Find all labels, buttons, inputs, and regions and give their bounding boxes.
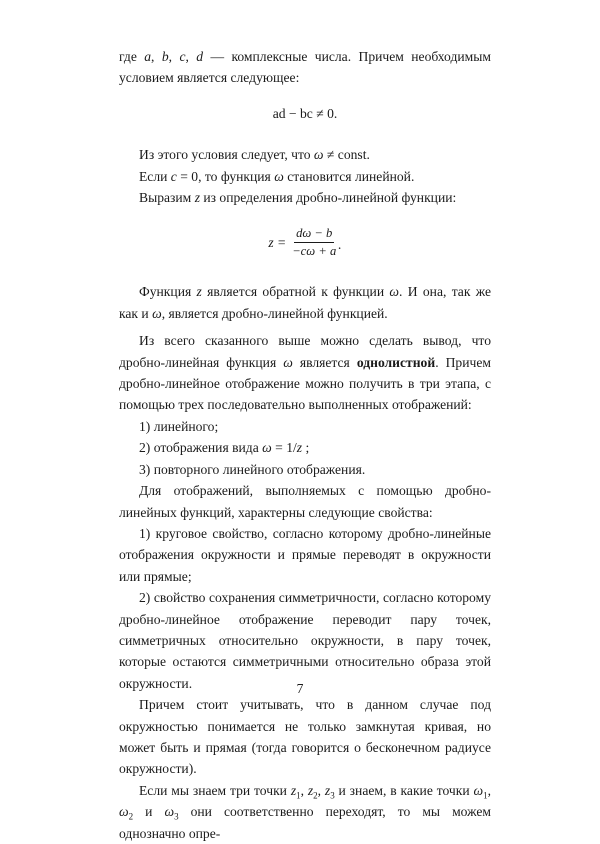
text: ≠ const. xyxy=(323,147,370,163)
var-z: z xyxy=(296,440,303,456)
formula-lhs: z = xyxy=(268,235,287,251)
subscript: 2 xyxy=(313,790,318,801)
text: и знаем, в какие точки xyxy=(334,782,474,798)
text: и xyxy=(133,804,165,820)
text: они соответственно переходят, то мы можем однозначно опре- xyxy=(119,804,491,841)
page-body xyxy=(119,46,491,844)
formula-condition: ad − bc ≠ 0. xyxy=(272,105,338,121)
text: — комплексные числа. Причем необходимым условием является следующее: xyxy=(119,49,491,86)
text: является xyxy=(292,354,357,370)
paragraph-inverse-function xyxy=(119,281,491,324)
var-z: z xyxy=(290,782,297,798)
formula-period: . xyxy=(338,237,342,253)
formula-inverse xyxy=(119,226,491,259)
text: , xyxy=(487,782,491,798)
paragraph-consequence xyxy=(119,144,491,165)
var-c: c xyxy=(170,168,177,184)
var-omega: ω xyxy=(262,440,272,456)
var-omega: ω xyxy=(283,354,293,370)
text: где xyxy=(119,49,145,64)
var-d: d xyxy=(196,49,204,64)
text: , xyxy=(300,782,308,798)
text: , xyxy=(151,49,162,64)
paragraph-linear-case xyxy=(119,166,491,187)
paragraph-intro xyxy=(119,46,491,89)
text: , xyxy=(317,782,325,798)
subscript: 3 xyxy=(330,790,335,801)
text: Если xyxy=(139,168,171,184)
fraction xyxy=(290,226,338,259)
text: становится линейной. xyxy=(283,168,415,184)
var-omega: ω xyxy=(389,284,400,300)
list-item: 3) повторного линейного отображения. xyxy=(139,461,366,477)
text: Из всего сказанного выше можно сделать вывод, что дробно-линейная функция xyxy=(119,333,491,370)
text: Из этого условия следует, что xyxy=(139,147,314,163)
var-c: c xyxy=(179,49,186,64)
var-omega: ω xyxy=(119,804,129,820)
paragraph-three-points xyxy=(119,780,491,844)
var-a: a xyxy=(144,49,152,64)
text: , xyxy=(168,49,180,64)
var-omega: ω xyxy=(152,305,162,321)
text: Функция xyxy=(139,284,197,300)
paragraph-properties: Для отображений, выполняемых с помощью дробно-линейных функций, характерны следующие свойства: xyxy=(119,483,491,520)
subscript: 1 xyxy=(296,790,301,801)
var-omega: ω xyxy=(473,782,484,798)
subscript: 3 xyxy=(174,811,179,822)
list-item: 2) свойство сохранения симметричности, согласно которому дробно-линейное отображение переводит пару точек, симметричных относительно окружности, в пару точек, которые остаются симметричными относительно образа этой окружности. xyxy=(119,590,491,691)
var-z: z xyxy=(307,782,314,798)
text: Выразим xyxy=(139,190,195,206)
text: 2) отображения вида xyxy=(139,440,263,456)
text: , xyxy=(185,49,197,64)
page-number: 7 xyxy=(296,681,304,696)
var-z: z xyxy=(196,284,202,300)
paragraph-univalent xyxy=(119,330,491,416)
var-b: b xyxy=(161,49,169,64)
text: . И она, так же как и xyxy=(119,284,491,321)
text: Если мы знаем три точки xyxy=(139,782,291,798)
paragraph-circle-note: Причем стоит учитывать, что в данном случае под окружностью понимается не только замкнутая кривая, но может быть и прямая (тогда говорится о бесконечном радиусе окружности). xyxy=(119,697,491,777)
subscript: 2 xyxy=(128,811,134,822)
text: , является дробно-линейной функцией. xyxy=(161,305,388,321)
list-item: 1) линейного; xyxy=(139,418,219,434)
fraction-numerator: dω − b xyxy=(294,226,334,243)
var-z: z xyxy=(194,190,200,206)
text: из определения дробно-линейной функции: xyxy=(199,190,457,206)
var-omega: ω xyxy=(164,804,175,820)
var-omega: ω xyxy=(313,147,324,163)
text: является обратной к функции xyxy=(201,284,390,300)
list-item: 1) круговое свойство, согласно которому дробно-линейные отображения окружности и прямые переводят в окружности или прямые; xyxy=(119,525,491,584)
text: = 0, то функция xyxy=(176,168,275,184)
var-z: z xyxy=(324,782,331,798)
bold-term: однолистной xyxy=(356,354,436,370)
paragraph-express-z xyxy=(119,187,491,208)
list-item xyxy=(119,437,491,458)
subscript: 1 xyxy=(483,790,488,801)
text: ; xyxy=(302,440,310,456)
text: = 1/ xyxy=(271,440,297,456)
var-omega: ω xyxy=(274,168,284,184)
text: . Причем дробно-линейное отображение можно получить в три этапа, с помощью трех последовательно выполненных отображений: xyxy=(119,354,491,413)
fraction-denominator: −cω + a xyxy=(292,244,337,259)
